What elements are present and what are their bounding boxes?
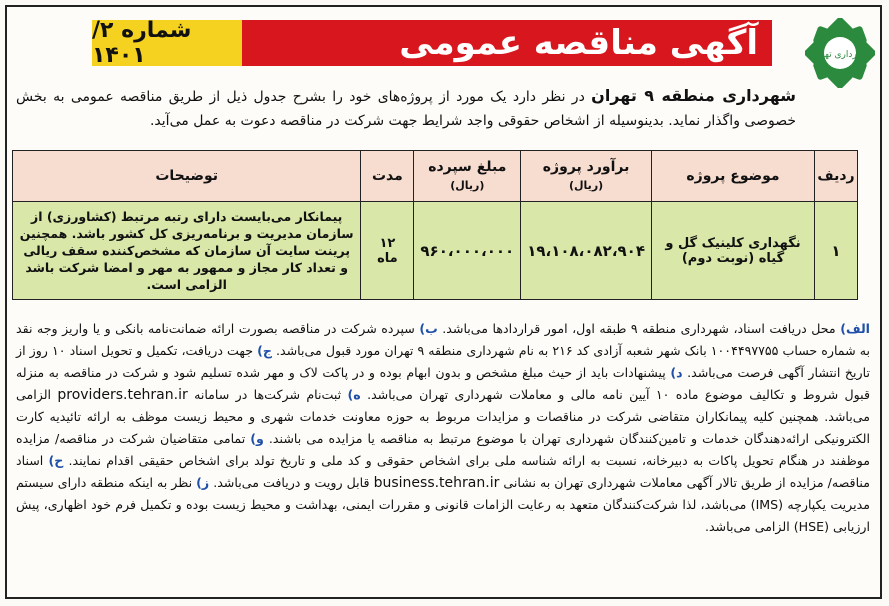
intro-text: در نظر دارد یک مورد از پروژه‌های خود را بشرح جدول ذیل از طریق مناقصه عمومی به بخش خصوصی واگذار نماید. بدینوسیله از اشخاص حقوقی واجد شرایط جهت شرکت در مناقصه دعوت به عمل می‌آید.: [16, 89, 796, 129]
clause-label: ح): [48, 453, 64, 468]
clause-text: محل دریافت اسناد، شهرداری منطقه ۹ طبقه اول، امور قراردادها می‌باشد.: [442, 321, 836, 336]
tehran-municipality-logo: [805, 18, 875, 88]
providers-website-link[interactable]: providers.tehran.ir: [57, 387, 188, 403]
header-deposit: مبلغ سپرده (ریال): [414, 151, 521, 202]
clause-label: ج): [257, 343, 272, 358]
clause-label: ه): [347, 387, 361, 402]
cell-deposit: ۹۶۰،۰۰۰،۰۰۰: [414, 202, 521, 300]
clause-label: ز): [196, 475, 210, 490]
clause-label: الف): [840, 321, 871, 336]
clause-text: جهت دریافت، تکمیل و تحویل اسناد ۱۰ روز از تاریخ انتشار آگهی فرصت می‌باشد.: [16, 343, 870, 380]
header-duration: مدت: [361, 151, 414, 202]
cell-subject: نگهداری کلینیک گل و گیاه (نوبت دوم): [652, 202, 815, 300]
clause-text: اسناد مناقصه/ مزایده از طریق تالار آگهی معاملات شهرداری تهران به نشانی: [16, 453, 870, 490]
cell-estimate: ۱۹،۱۰۸،۰۸۲،۹۰۴: [521, 202, 652, 300]
cell-description: پیمانکار می‌بایست دارای رتبه مرتبط (کشاورزی) از سازمان مدیریت و برنامه‌ریزی کل کشور باشد. همچنین پرینت سایت آن سازمان که مشخص‌کننده سقف ریالی و تعداد کار مجاز و ممهور به مهر و امضا شرکت باشد الزامی است.: [13, 202, 361, 300]
clause-text: قابل رویت و دریافت می‌باشد.: [213, 475, 370, 490]
clause-text: تمامی متقاضیان شرکت در مناقصه/ مزایده موظفند در هنگام تحویل پاکات به دبیرخانه، نسبت به ارائه شناسه ملی برای اشخاص حقوقی و کد ملی و تاریخ تولد برای اشخاص حقیقی اقدام نمایند.: [16, 431, 870, 468]
clause-label: د): [670, 365, 683, 380]
title-box: [242, 20, 772, 66]
header-description: توضیحات: [13, 151, 361, 202]
logo-text: شهرداری تهران: [810, 50, 870, 60]
header-banner: [92, 14, 772, 70]
header-row-number: ردیف: [815, 151, 858, 202]
business-website-link[interactable]: business.tehran.ir: [373, 475, 500, 491]
notice-number-box: [92, 20, 252, 66]
table-header-row: [13, 151, 858, 202]
clause-text: پیشنهادات باید از حیث مبلغ مشخص و بدون ابهام بوده و در پاکت لاک و مهر شده تسلیم شود و شرکت در مناقصه به منزله قبول شروط و تکالیف موضوع ماده ۱۰ آیین نامه مالی و معاملات شهرداری تهران می‌باشد.: [16, 365, 870, 402]
clause-text: سپرده شرکت در مناقصه بصورت ارائه ضمانت‌نامه بانکی و یا واریز وجه نقد به شماره حساب ۱۰۰۴۴۹۷۷۵۵ بانک شهر شعبه آزادی کد ۲۱۶ به نام شهرداری منطقه ۹ تهران مورد قبول می‌باشد.: [16, 321, 870, 358]
header-subject: موضوع پروژه: [652, 151, 815, 202]
table-row: [13, 202, 858, 300]
cell-row-number: ۱: [815, 202, 858, 300]
notice-title: آگهی مناقصه عمومی: [399, 23, 758, 63]
organization-name: شهرداری منطقه ۹ تهران: [591, 86, 797, 105]
clause-text: ثبت‌نام شرکت‌ها در سامانه: [194, 387, 342, 402]
header-estimate: برآورد پروژه (ریال): [521, 151, 652, 202]
clause-text: الزامی می‌باشد. همچنین کلیه پیمانکاران متقاضی شرکت در مناقصات و مزایدات مربوط به حوزه معاونت خدمات شهری و محیط زیست موظف به ارائه تائیدیه کارت الکترونیکی ارائه‌دهندگان خدمات و تامین‌کنندگان شهرداری تهران با موضوع مرتبط به مناقصه یا مزایده می باشند.: [16, 387, 870, 446]
intro-paragraph: [16, 84, 796, 133]
clause-text: نظر به اینکه منطقه دارای سیستم مدیریت یکپارچه (IMS) می‌باشد، لذا شرکت‌کنندگان متعهد به رعایت الزامات قانونی و مقررات ایمنی، بهداشت و محیط زیست بوده و تکمیل فرم خود اظهاری، پیش ارزیابی (HSE) الزامی می‌باشد.: [16, 475, 870, 534]
clause-label: ب): [419, 321, 438, 336]
clause-label: و): [250, 431, 264, 446]
cell-duration: ۱۲ ماه: [361, 202, 414, 300]
projects-table: [12, 150, 858, 300]
conditions-text: [16, 318, 870, 538]
notice-number: شماره ۲/ ۱۴۰۱: [92, 18, 192, 68]
